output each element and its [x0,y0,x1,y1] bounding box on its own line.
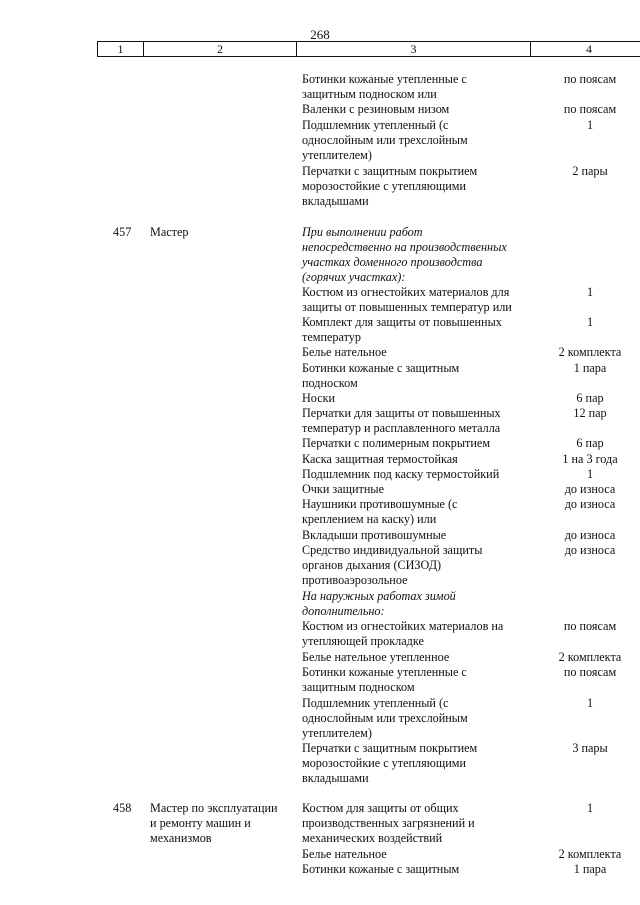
ppe-item: температур и расплавленного металла [302,421,501,435]
ppe-norm: 1 [586,315,594,329]
ppe-norm: до износа [564,482,616,496]
ppe-item: креплением на каску) или [302,512,437,526]
ppe-norm: 1 [586,696,594,710]
ppe-item: (горячих участках): [302,270,406,284]
header-col-3: 3 [297,42,531,57]
ppe-item: непосредственно на производственных [302,240,507,254]
ppe-item: Белье нательное [302,847,387,861]
ppe-norm: 1 на 3 года [562,452,618,466]
ppe-norm: 2 комплекта [558,345,622,359]
row-number: 457 [113,225,132,239]
ppe-item: однослойным или трехслойным [302,133,468,147]
ppe-item: производственных загрязнений и [302,816,475,830]
ppe-item: защитным подноском или [302,87,437,101]
ppe-item: вкладышами [302,194,369,208]
profession-name: Мастер по эксплуатации [150,801,278,815]
ppe-item: участках доменного производства [302,255,483,269]
header-col-4: 4 [531,42,640,57]
ppe-item: Валенки с резиновым низом [302,102,450,116]
ppe-item: утеплителем) [302,148,372,162]
ppe-item: Подшлемник под каску термостойкий [302,467,500,481]
ppe-item: органов дыхания (СИЗОД) [302,558,442,572]
ppe-item: Перчатки с защитным покрытием [302,741,478,755]
row-number: 458 [113,801,132,815]
ppe-item: противоаэрозольное [302,573,408,587]
ppe-item: Белье нательное утепленное [302,650,450,664]
ppe-norm: 2 комплекта [558,847,622,861]
header-col-2: 2 [144,42,297,57]
ppe-item: утеплителем) [302,726,372,740]
ppe-item: утепляющей прокладке [302,634,424,648]
ppe-item: Ботинки кожаные утепленные с [302,72,467,86]
ppe-item: Перчатки для защиты от повышенных [302,406,501,420]
ppe-item: дополнительно: [302,604,385,618]
ppe-norm: 1 [586,118,594,132]
ppe-norm: 2 комплекта [558,650,622,664]
ppe-item: защиты от повышенных температур или [302,300,512,314]
ppe-norm: 1 [586,801,594,815]
ppe-norm: 12 пар [573,406,607,420]
ppe-norm: по поясам [563,102,617,116]
header-col-1: 1 [98,42,144,57]
ppe-item: защитным подноском [302,680,415,694]
ppe-norm: до износа [564,543,616,557]
ppe-norm: по поясам [563,619,617,633]
ppe-item: Комплект для защиты от повышенных [302,315,502,329]
ppe-item: однослойным или трехслойным [302,711,468,725]
ppe-item: При выполнении работ [302,225,423,239]
ppe-item: Ботинки кожаные с защитным [302,862,460,876]
ppe-item: Очки защитные [302,482,384,496]
ppe-norm: 1 пара [573,361,607,375]
ppe-item: Подшлемник утепленный (с [302,118,449,132]
ppe-norm: 6 пар [576,391,604,405]
ppe-item: Белье нательное [302,345,387,359]
ppe-item: Перчатки с полимерным покрытием [302,436,491,450]
ppe-norm: 1 [586,285,594,299]
profession-name: и ремонту машин и [150,816,251,830]
table-header [97,41,640,57]
profession-name: механизмов [150,831,212,845]
ppe-item: На наружных работах зимой [302,589,456,603]
ppe-item: Перчатки с защитным покрытием [302,164,478,178]
ppe-item: Носки [302,391,336,405]
ppe-norm: 6 пар [576,436,604,450]
ppe-item: морозостойкие с утепляющими [302,179,466,193]
ppe-norm: 1 пара [573,862,607,876]
ppe-item: Наушники противошумные (с [302,497,458,511]
ppe-norm: по поясам [563,72,617,86]
ppe-norm: 3 пары [572,741,608,755]
page-number: 268 [310,27,330,42]
ppe-item: морозостойкие с утепляющими [302,756,466,770]
ppe-norm: до износа [564,528,616,542]
ppe-item: механических воздействий [302,831,443,845]
ppe-item: Ботинки кожаные утепленные с [302,665,467,679]
ppe-item: Костюм из огнестойких материалов для [302,285,510,299]
ppe-item: Костюм из огнестойких материалов на [302,619,504,633]
ppe-item: Ботинки кожаные с защитным [302,361,460,375]
ppe-norm: 2 пары [572,164,608,178]
ppe-item: Каска защитная термостойкая [302,452,458,466]
ppe-item: Вкладыши противошумные [302,528,447,542]
ppe-item: Подшлемник утепленный (с [302,696,449,710]
ppe-item: подноском [302,376,358,390]
ppe-norm: 1 [586,467,594,481]
ppe-item: Костюм для защиты от общих [302,801,459,815]
ppe-item: Средство индивидуальной защиты [302,543,483,557]
profession-name: Мастер [150,225,189,239]
ppe-norm: по поясам [563,665,617,679]
ppe-item: вкладышами [302,771,369,785]
ppe-norm: до износа [564,497,616,511]
ppe-item: температур [302,330,361,344]
